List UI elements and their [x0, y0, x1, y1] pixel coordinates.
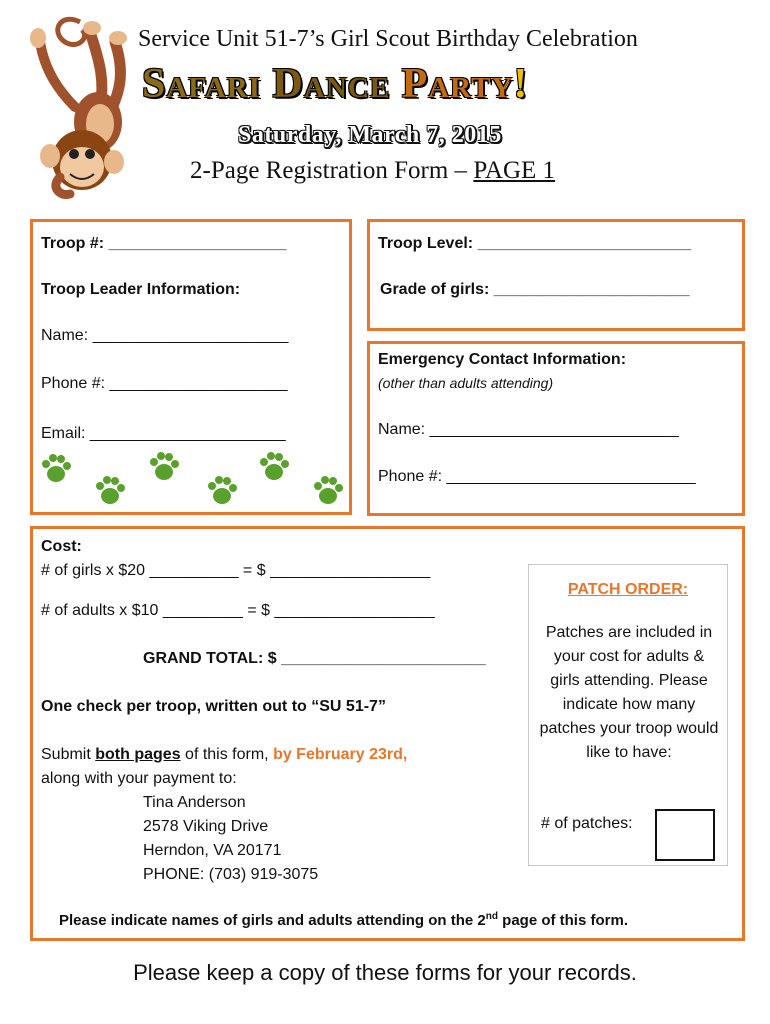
submit-payment-line: along with your payment to:: [41, 770, 237, 787]
attendee-note-end: page of this form.: [497, 912, 628, 929]
title-word-party: Party: [401, 61, 514, 107]
form-title-text: 2-Page Registration Form –: [190, 157, 474, 184]
emergency-contact-box: [367, 341, 745, 516]
leader-phone-field[interactable]: Phone #: ____________________: [41, 375, 288, 392]
paw-print-icon: [311, 474, 345, 508]
paw-print-icon: [205, 474, 239, 508]
leader-name-field[interactable]: Name: ______________________: [41, 327, 289, 344]
emergency-phone-field[interactable]: Phone #: ____________________________: [378, 468, 696, 485]
troop-info-box: [30, 219, 352, 515]
submit-text-start: Submit: [41, 746, 96, 763]
troop-level-field[interactable]: Troop Level: ________________________: [378, 235, 692, 252]
attendee-names-note: [59, 911, 628, 930]
mailing-city: Herndon, VA 20171: [143, 842, 282, 859]
emergency-name-field[interactable]: Name: ____________________________: [378, 421, 679, 438]
paw-print-icon: [39, 452, 73, 486]
submit-both-pages: both pages: [95, 746, 181, 763]
mailing-name: Tina Anderson: [143, 794, 246, 811]
title-word-safari: Safari: [142, 61, 262, 107]
form-title: [190, 157, 555, 185]
patch-order-box: [528, 564, 728, 866]
emergency-contact-note: (other than adults attending): [378, 375, 554, 391]
patch-order-text: Patches are included in your cost for adults & girls attending. Please indicate how many patches your troop would like to have:: [539, 624, 719, 761]
grand-total-field[interactable]: GRAND TOTAL: $ _______________________: [143, 650, 486, 667]
submit-deadline: by February 23rd,: [273, 746, 408, 763]
submit-text-mid: of this form,: [180, 746, 274, 763]
monkey-illustration: [20, 12, 140, 202]
title-word-dance: Dance: [272, 61, 391, 107]
attendee-note-sup: nd: [485, 911, 498, 922]
troop-leader-heading: Troop Leader Information:: [41, 281, 241, 298]
patch-quantity-label: # of patches:: [541, 815, 633, 832]
patch-order-heading: PATCH ORDER:: [567, 581, 689, 598]
title-exclamation: !: [513, 61, 529, 107]
grade-of-girls-field[interactable]: Grade of girls: ______________________: [380, 281, 690, 298]
event-date: Saturday, March 7, 2015: [238, 122, 502, 148]
troop-level-box: [367, 219, 745, 331]
form-page-indicator: PAGE 1: [473, 157, 556, 184]
leader-email-field[interactable]: Email: ______________________: [41, 425, 286, 442]
girls-cost-field[interactable]: # of girls x $20 __________ = $ __________________: [41, 562, 431, 579]
patch-quantity-input[interactable]: [655, 809, 715, 861]
troop-number-field[interactable]: Troop #: ____________________: [41, 235, 287, 252]
adults-cost-field[interactable]: # of adults x $10 _________ = $ __________________: [41, 602, 435, 619]
records-note: Please keep a copy of these forms for your records.: [133, 960, 637, 985]
attendee-note-start: Please indicate names of girls and adults attending on the 2: [59, 912, 486, 929]
paw-print-icon: [147, 450, 181, 484]
cost-heading: Cost:: [41, 538, 82, 555]
paw-print-icon: [257, 450, 291, 484]
mailing-street: 2578 Viking Drive: [143, 818, 269, 835]
event-title: [142, 60, 528, 108]
submit-instructions: [41, 745, 407, 764]
mailing-phone: PHONE: (703) 919-3075: [143, 866, 319, 883]
paw-print-icon: [93, 474, 127, 508]
check-instructions: One check per troop, written out to “SU 51-7”: [41, 698, 386, 715]
event-subtitle: Service Unit 51-7’s Girl Scout Birthday Celebration: [138, 26, 638, 52]
emergency-contact-heading: Emergency Contact Information:: [378, 351, 627, 368]
